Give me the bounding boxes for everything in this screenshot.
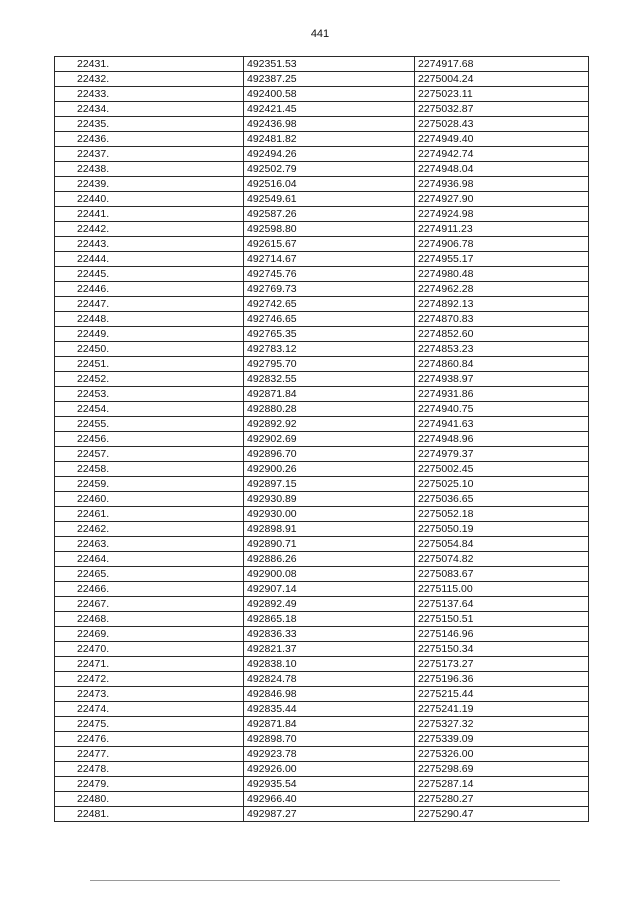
y-coordinate-cell: 2274906.78 (415, 237, 589, 252)
table-row (55, 117, 589, 132)
x-coordinate-cell: 492516.04 (244, 177, 415, 192)
coordinates-table (54, 56, 589, 822)
y-coordinate-cell: 2274931.86 (415, 387, 589, 402)
point-number-cell: 22433. (55, 87, 244, 102)
table-row (55, 762, 589, 777)
y-coordinate-cell: 2275150.34 (415, 642, 589, 657)
table-row (55, 522, 589, 537)
y-coordinate-cell: 2275150.51 (415, 612, 589, 627)
y-coordinate-cell: 2275025.10 (415, 477, 589, 492)
point-number-cell: 22435. (55, 117, 244, 132)
x-coordinate-cell: 492846.98 (244, 687, 415, 702)
table-row (55, 207, 589, 222)
point-number-cell: 22473. (55, 687, 244, 702)
x-coordinate-cell: 492400.58 (244, 87, 415, 102)
point-number-cell: 22447. (55, 297, 244, 312)
x-coordinate-cell: 492926.00 (244, 762, 415, 777)
table-row (55, 237, 589, 252)
x-coordinate-cell: 492832.55 (244, 372, 415, 387)
point-number-cell: 22466. (55, 582, 244, 597)
table-row (55, 312, 589, 327)
table-row (55, 702, 589, 717)
point-number-cell: 22449. (55, 327, 244, 342)
point-number-cell: 22442. (55, 222, 244, 237)
x-coordinate-cell: 492795.70 (244, 357, 415, 372)
table-row (55, 252, 589, 267)
table-row (55, 432, 589, 447)
x-coordinate-cell: 492836.33 (244, 627, 415, 642)
table-row (55, 162, 589, 177)
table-row (55, 72, 589, 87)
x-coordinate-cell: 492892.49 (244, 597, 415, 612)
table-row (55, 507, 589, 522)
table-row (55, 642, 589, 657)
y-coordinate-cell: 2274979.37 (415, 447, 589, 462)
table-row (55, 792, 589, 807)
y-coordinate-cell: 2275298.69 (415, 762, 589, 777)
x-coordinate-cell: 492890.71 (244, 537, 415, 552)
y-coordinate-cell: 2275327.32 (415, 717, 589, 732)
y-coordinate-cell: 2274962.28 (415, 282, 589, 297)
point-number-cell: 22470. (55, 642, 244, 657)
table-row (55, 777, 589, 792)
x-coordinate-cell: 492930.00 (244, 507, 415, 522)
y-coordinate-cell: 2274940.75 (415, 402, 589, 417)
y-coordinate-cell: 2275146.96 (415, 627, 589, 642)
table-row (55, 447, 589, 462)
x-coordinate-cell: 492549.61 (244, 192, 415, 207)
y-coordinate-cell: 2275241.19 (415, 702, 589, 717)
point-number-cell: 22450. (55, 342, 244, 357)
y-coordinate-cell: 2274948.96 (415, 432, 589, 447)
point-number-cell: 22448. (55, 312, 244, 327)
y-coordinate-cell: 2274853.23 (415, 342, 589, 357)
point-number-cell: 22452. (55, 372, 244, 387)
x-coordinate-cell: 492900.26 (244, 462, 415, 477)
table-row (55, 327, 589, 342)
page-number: 441 (310, 28, 330, 40)
x-coordinate-cell: 492838.10 (244, 657, 415, 672)
x-coordinate-cell: 492907.14 (244, 582, 415, 597)
point-number-cell: 22464. (55, 552, 244, 567)
point-number-cell: 22458. (55, 462, 244, 477)
y-coordinate-cell: 2274892.13 (415, 297, 589, 312)
table-row (55, 147, 589, 162)
x-coordinate-cell: 492987.27 (244, 807, 415, 822)
point-number-cell: 22478. (55, 762, 244, 777)
table-row (55, 477, 589, 492)
table-row (55, 717, 589, 732)
x-coordinate-cell: 492598.80 (244, 222, 415, 237)
y-coordinate-cell: 2274942.74 (415, 147, 589, 162)
x-coordinate-cell: 492898.91 (244, 522, 415, 537)
table-row (55, 297, 589, 312)
table-row (55, 267, 589, 282)
x-coordinate-cell: 492966.40 (244, 792, 415, 807)
point-number-cell: 22472. (55, 672, 244, 687)
x-coordinate-cell: 492745.76 (244, 267, 415, 282)
y-coordinate-cell: 2275215.44 (415, 687, 589, 702)
y-coordinate-cell: 2275054.84 (415, 537, 589, 552)
x-coordinate-cell: 492897.15 (244, 477, 415, 492)
point-number-cell: 22444. (55, 252, 244, 267)
table-row (55, 177, 589, 192)
table-row (55, 627, 589, 642)
y-coordinate-cell: 2274955.17 (415, 252, 589, 267)
table-row (55, 372, 589, 387)
point-number-cell: 22451. (55, 357, 244, 372)
x-coordinate-cell: 492587.26 (244, 207, 415, 222)
y-coordinate-cell: 2275002.45 (415, 462, 589, 477)
y-coordinate-cell: 2275137.64 (415, 597, 589, 612)
table-row (55, 807, 589, 822)
x-coordinate-cell: 492742.65 (244, 297, 415, 312)
coordinates-table-body (55, 57, 589, 822)
table-row (55, 582, 589, 597)
point-number-cell: 22461. (55, 507, 244, 522)
y-coordinate-cell: 2274948.04 (415, 162, 589, 177)
table-row (55, 102, 589, 117)
x-coordinate-cell: 492896.70 (244, 447, 415, 462)
y-coordinate-cell: 2274927.90 (415, 192, 589, 207)
footer-divider (90, 880, 560, 881)
point-number-cell: 22468. (55, 612, 244, 627)
x-coordinate-cell: 492900.08 (244, 567, 415, 582)
x-coordinate-cell: 492898.70 (244, 732, 415, 747)
point-number-cell: 22475. (55, 717, 244, 732)
x-coordinate-cell: 492769.73 (244, 282, 415, 297)
point-number-cell: 22436. (55, 132, 244, 147)
table-row (55, 192, 589, 207)
x-coordinate-cell: 492821.37 (244, 642, 415, 657)
y-coordinate-cell: 2274938.97 (415, 372, 589, 387)
x-coordinate-cell: 492714.67 (244, 252, 415, 267)
y-coordinate-cell: 2275115.00 (415, 582, 589, 597)
x-coordinate-cell: 492902.69 (244, 432, 415, 447)
point-number-cell: 22454. (55, 402, 244, 417)
y-coordinate-cell: 2275004.24 (415, 72, 589, 87)
y-coordinate-cell: 2275036.65 (415, 492, 589, 507)
point-number-cell: 22434. (55, 102, 244, 117)
y-coordinate-cell: 2274936.98 (415, 177, 589, 192)
x-coordinate-cell: 492502.79 (244, 162, 415, 177)
point-number-cell: 22445. (55, 267, 244, 282)
x-coordinate-cell: 492494.26 (244, 147, 415, 162)
table-row (55, 342, 589, 357)
point-number-cell: 22463. (55, 537, 244, 552)
y-coordinate-cell: 2275339.09 (415, 732, 589, 747)
x-coordinate-cell: 492746.65 (244, 312, 415, 327)
x-coordinate-cell: 492436.98 (244, 117, 415, 132)
x-coordinate-cell: 492923.78 (244, 747, 415, 762)
y-coordinate-cell: 2274911.23 (415, 222, 589, 237)
table-row (55, 657, 589, 672)
point-number-cell: 22469. (55, 627, 244, 642)
point-number-cell: 22477. (55, 747, 244, 762)
y-coordinate-cell: 2275052.18 (415, 507, 589, 522)
y-coordinate-cell: 2275032.87 (415, 102, 589, 117)
x-coordinate-cell: 492865.18 (244, 612, 415, 627)
x-coordinate-cell: 492824.78 (244, 672, 415, 687)
table-row (55, 402, 589, 417)
point-number-cell: 22474. (55, 702, 244, 717)
point-number-cell: 22467. (55, 597, 244, 612)
table-row (55, 357, 589, 372)
y-coordinate-cell: 2275050.19 (415, 522, 589, 537)
y-coordinate-cell: 2275173.27 (415, 657, 589, 672)
point-number-cell: 22437. (55, 147, 244, 162)
y-coordinate-cell: 2275023.11 (415, 87, 589, 102)
table-row (55, 387, 589, 402)
table-row (55, 537, 589, 552)
y-coordinate-cell: 2274860.84 (415, 357, 589, 372)
y-coordinate-cell: 2275074.82 (415, 552, 589, 567)
y-coordinate-cell: 2275280.27 (415, 792, 589, 807)
point-number-cell: 22457. (55, 447, 244, 462)
point-number-cell: 22443. (55, 237, 244, 252)
point-number-cell: 22465. (55, 567, 244, 582)
table-row (55, 732, 589, 747)
table-row (55, 57, 589, 72)
y-coordinate-cell: 2274870.83 (415, 312, 589, 327)
y-coordinate-cell: 2275083.67 (415, 567, 589, 582)
table-row (55, 462, 589, 477)
point-number-cell: 22439. (55, 177, 244, 192)
point-number-cell: 22438. (55, 162, 244, 177)
point-number-cell: 22460. (55, 492, 244, 507)
y-coordinate-cell: 2274980.48 (415, 267, 589, 282)
x-coordinate-cell: 492387.25 (244, 72, 415, 87)
y-coordinate-cell: 2274941.63 (415, 417, 589, 432)
table-row (55, 222, 589, 237)
y-coordinate-cell: 2275028.43 (415, 117, 589, 132)
table-row (55, 597, 589, 612)
table-row (55, 492, 589, 507)
point-number-cell: 22432. (55, 72, 244, 87)
table-row (55, 672, 589, 687)
x-coordinate-cell: 492421.45 (244, 102, 415, 117)
y-coordinate-cell: 2274917.68 (415, 57, 589, 72)
x-coordinate-cell: 492871.84 (244, 717, 415, 732)
point-number-cell: 22440. (55, 192, 244, 207)
table-row (55, 747, 589, 762)
table-row (55, 687, 589, 702)
point-number-cell: 22480. (55, 792, 244, 807)
point-number-cell: 22431. (55, 57, 244, 72)
table-row (55, 87, 589, 102)
x-coordinate-cell: 492835.44 (244, 702, 415, 717)
x-coordinate-cell: 492871.84 (244, 387, 415, 402)
table-row (55, 132, 589, 147)
y-coordinate-cell: 2274924.98 (415, 207, 589, 222)
point-number-cell: 22441. (55, 207, 244, 222)
x-coordinate-cell: 492880.28 (244, 402, 415, 417)
point-number-cell: 22462. (55, 522, 244, 537)
table-row (55, 612, 589, 627)
x-coordinate-cell: 492351.53 (244, 57, 415, 72)
point-number-cell: 22481. (55, 807, 244, 822)
point-number-cell: 22471. (55, 657, 244, 672)
table-row (55, 282, 589, 297)
point-number-cell: 22446. (55, 282, 244, 297)
table-row (55, 567, 589, 582)
point-number-cell: 22459. (55, 477, 244, 492)
point-number-cell: 22479. (55, 777, 244, 792)
y-coordinate-cell: 2275326.00 (415, 747, 589, 762)
x-coordinate-cell: 492783.12 (244, 342, 415, 357)
table-row (55, 417, 589, 432)
x-coordinate-cell: 492892.92 (244, 417, 415, 432)
x-coordinate-cell: 492481.82 (244, 132, 415, 147)
point-number-cell: 22456. (55, 432, 244, 447)
x-coordinate-cell: 492930.89 (244, 492, 415, 507)
point-number-cell: 22455. (55, 417, 244, 432)
y-coordinate-cell: 2274852.60 (415, 327, 589, 342)
y-coordinate-cell: 2275196.36 (415, 672, 589, 687)
y-coordinate-cell: 2274949.40 (415, 132, 589, 147)
y-coordinate-cell: 2275287.14 (415, 777, 589, 792)
x-coordinate-cell: 492765.35 (244, 327, 415, 342)
point-number-cell: 22453. (55, 387, 244, 402)
x-coordinate-cell: 492615.67 (244, 237, 415, 252)
x-coordinate-cell: 492935.54 (244, 777, 415, 792)
table-row (55, 552, 589, 567)
point-number-cell: 22476. (55, 732, 244, 747)
x-coordinate-cell: 492886.26 (244, 552, 415, 567)
y-coordinate-cell: 2275290.47 (415, 807, 589, 822)
